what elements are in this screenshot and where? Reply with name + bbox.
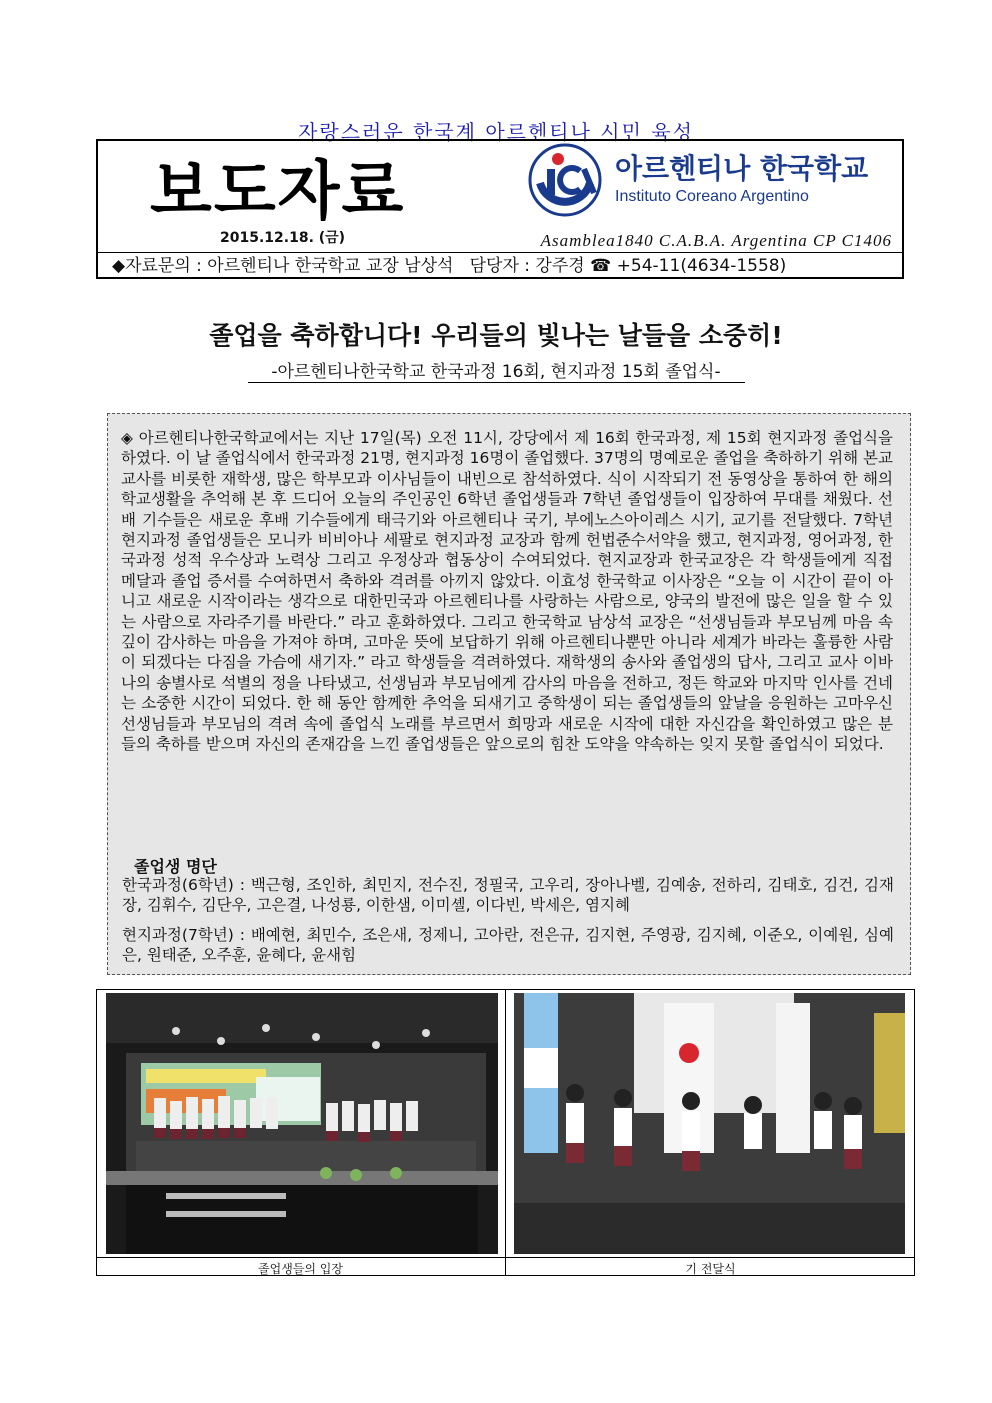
release-date: 2015.12.18. (금) — [220, 230, 346, 246]
contact-info: ◆자료문의 : 아르헨티나 한국학교 교장 남상석 담당자 : 강주경 ☎ +54-11(4634-1558) — [112, 256, 787, 276]
contact-info-row — [96, 252, 904, 280]
subheadline-underline — [248, 382, 745, 383]
school-address: Asamblea1840 C.A.B.A. Argentina CP C1406 — [540, 231, 892, 250]
school-logo-icon — [528, 143, 602, 217]
local-course-graduates: 현지과정(7학년) : 배예현, 최민수, 조은새, 정제니, 고아란, 전은규, 김지현, 주영광, 김지혜, 이준오, 이예원, 심예은, 원태준, 오주훈, 윤혜다, 윤새힘 — [122, 926, 894, 964]
stage-illustration — [106, 993, 498, 1254]
graduates-entrance-photo — [106, 993, 498, 1254]
flag-handover-photo — [514, 993, 905, 1254]
caption-row-divider — [96, 1257, 915, 1258]
subheadline: -아르헨티나한국학교 한국과정 16회, 현지과정 15회 졸업식- — [271, 362, 721, 382]
school-name-korean: 아르헨티나 한국학교 — [615, 152, 869, 185]
slogan: 자랑스러운 한국계 아르헨티나 시민 육성 — [298, 120, 694, 144]
photo-table-divider — [505, 989, 506, 1276]
headline: 졸업을 축하합니다! 우리들의 빛나는 날들을 소중히! — [209, 321, 783, 350]
article-body: ◈ 아르헨티나한국학교에서는 지난 17일(목) 오전 11시, 강당에서 제 16회 한국과정, 제 15회 현지과정 졸업식을 하였다. 이 날 졸업식에서 한국과정 21명, 현지과정 16명이 졸업했다. 37명의 명예로운 졸업을 축하하기 위해 본교 교사를 비롯한 재학생, 많은 학부모과 이사님들이 내빈으로 참석하였다. 식이 시작되기 전 동영상을 통하여 한 해의 학교생활을 추억해 본 후 드디어 오늘의 주인공인 6학년 졸업생들과 7학년 졸업생들이 입장하여 무대를 채웠다. 선배 기수들은 새로운 후배 기수들에게 태극기와 아르헨티나 국기, 부에노스아이레스 시기, 교기를 전달했다. 7학년 현지과정 졸업생들은 모니카 비비아나 세팔로 현지과정 교장과 함께 헌법준수서약을 했고, 현지과정, 영어과정, 한국과정 성적 우수상과 노력상 그리고 우정상과 협동상이 수여되었다. 현지교장과 한국교장은 각 학생들에게 직접 메달과 졸업 증서를 수여하면서 축하와 격려를 아끼지 않았다. 이효성 한국학교 이사장은 “오늘 이 시간이 끝이 아니고 새로운 시작이라는 생각으로 대한민국과 아르헨티나를 사랑하는 사람으로, 양국의 발전에 많은 일을 할 수 있는 사람으로 자라주기를 바란다.” 라고 훈화하였다. 그리고 한국학교 남상석 교장은 “선생님들과 부모님께 마음 속 깊이 감사하는 마음을 가져야 하며, 고마운 뜻에 보답하기 위해 아르헨티나뿐만 아니라 세계가 바라는 훌륭한 사람이 되겠다는 다짐을 가슴에 새기자.” 라고 학생들을 격려하였다. 재학생의 송사와 졸업생의 답사, 그리고 교사 이바나의 송별사로 석별의 정을 나타냈고, 선생님과 부모님에게 감사의 마음을 전하고, 정든 학교와 마지막 인사를 건네는 소중한 시간이 되었다. 한 해 동안 함께한 추억을 되새기고 중학생이 되는 졸업생들의 앞날을 응원하는 고마우신 선생님들과 부모님의 격려 속에 졸업식 노래를 부르면서 희망과 새로운 시작에 대한 자신감을 확인하였고 많은 분들의 축하를 받으며 자신의 존재감을 느낀 졸업생들은 앞으로의 힘찬 도약을 약속하는 잊지 못할 졸업식이 되었다. — [121, 429, 893, 754]
photo-caption-flag: 기 전달식 — [685, 1262, 736, 1276]
press-release-title: 보도자료 — [150, 155, 406, 229]
korean-course-graduates: 한국과정(6학년) : 백근형, 조인하, 최민지, 전수진, 정필국, 고우리, 장아나벨, 김예송, 전하리, 김태호, 김건, 김재장, 김휘수, 김단우, 고은결, 나성룡, 이한샘, 이미셸, 이다빈, 박세은, 염지혜 — [122, 876, 894, 914]
photo-caption-entrance: 졸업생들의 입장 — [258, 1262, 343, 1276]
graduate-list-title: 졸업생 명단 — [134, 857, 217, 876]
flag-ceremony-illustration — [514, 993, 905, 1254]
school-name-spanish: Instituto Coreano Argentino — [615, 188, 809, 205]
